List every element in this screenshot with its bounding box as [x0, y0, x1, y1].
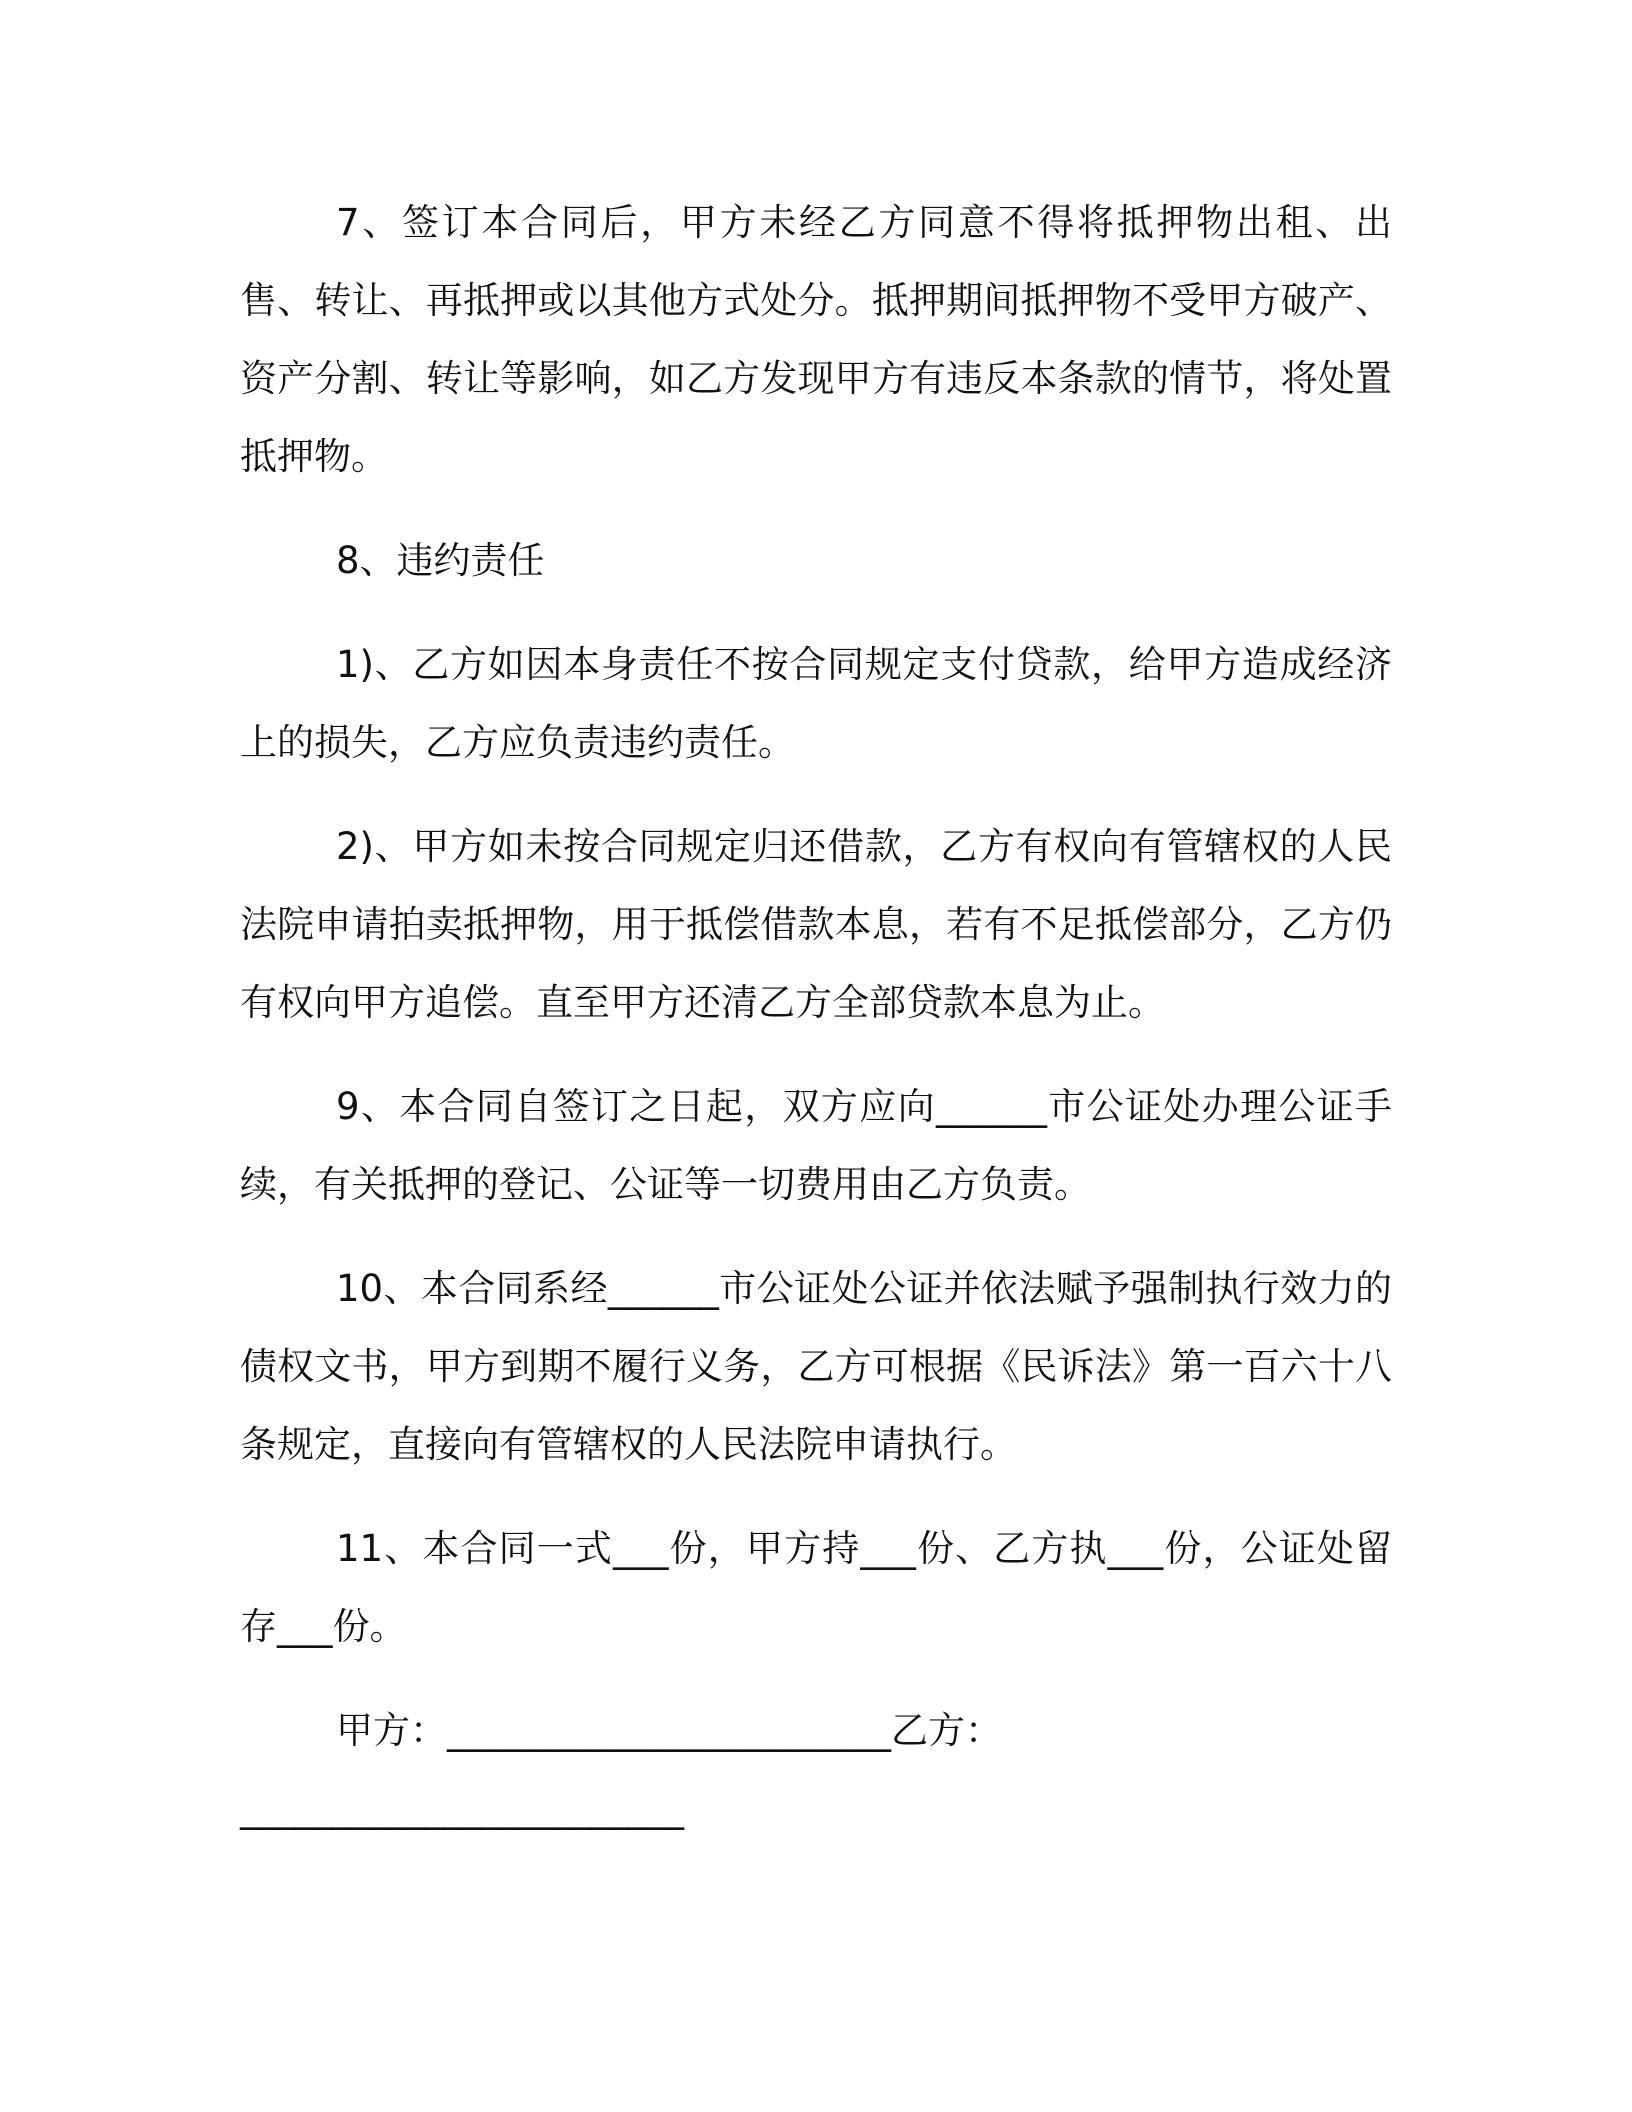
clause-7: 7、签订本合同后，甲方未经乙方同意不得将抵押物出租、出售、转让、再抵押或以其他方式处分。抵押期间抵押物不受甲方破产、资产分割、转让等影响，如乙方发现甲方有违反本条款的情节，将处置抵押物。	[240, 201, 1392, 478]
clause-8-heading: 8、违约责任	[336, 539, 545, 582]
signature-line-blank: ________________________	[240, 1787, 684, 1830]
signature-line-parties: 甲方：________________________乙方：	[336, 1709, 1002, 1752]
clause-8-item-1: 1)、乙方如因本身责任不按合同规定支付贷款，给甲方造成经济上的损失，乙方应负责违约责任。	[240, 643, 1392, 764]
document-body	[240, 184, 1392, 1848]
clause-10: 10、本合同系经______市公证处公证并依法赋予强制执行效力的债权文书，甲方到期不履行义务，乙方可根据《民诉法》第一百六十八条规定，直接向有管辖权的人民法院申请执行。	[240, 1267, 1392, 1466]
clause-9: 9、本合同自签订之日起，双方应向______市公证处办理公证手续，有关抵押的登记、公证等一切费用由乙方负责。	[240, 1085, 1392, 1206]
clause-8-item-2: 2)、甲方如未按合同规定归还借款，乙方有权向有管辖权的人民法院申请拍卖抵押物，用于抵偿借款本息，若有不足抵偿部分，乙方仍有权向甲方追偿。直至甲方还清乙方全部贷款本息为止。	[240, 825, 1392, 1024]
clause-11: 11、本合同一式___份，甲方持___份、乙方执___份，公证处留存___份。	[240, 1527, 1392, 1648]
